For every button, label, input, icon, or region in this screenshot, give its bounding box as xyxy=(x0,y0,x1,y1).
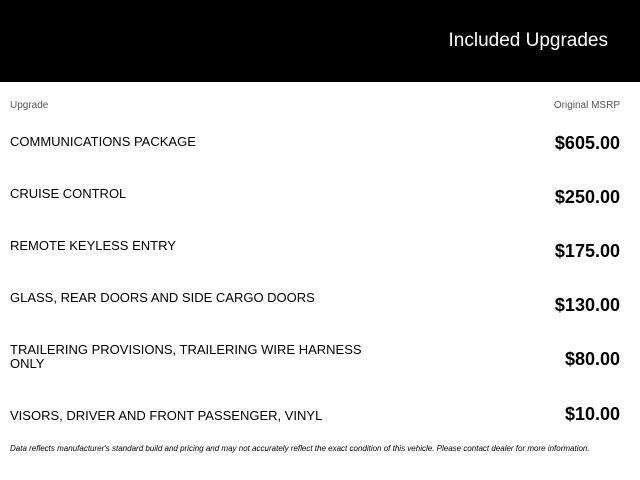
upgrade-price: $605.00 xyxy=(554,133,620,153)
upgrade-price: $10.00 xyxy=(564,404,620,424)
table-header xyxy=(0,100,640,114)
column-header-msrp: Original MSRP xyxy=(553,100,620,111)
upgrade-name: TRAILERING PROVISIONS, TRAILERING WIRE HARNESS ONLY xyxy=(10,342,362,371)
upgrade-name: COMMUNICATIONS PACKAGE xyxy=(10,134,196,149)
upgrade-name: REMOTE KEYLESS ENTRY xyxy=(10,238,176,253)
upgrade-price: $80.00 xyxy=(564,349,620,369)
table-row xyxy=(0,135,640,189)
disclaimer-footnote: Data reflects manufacturer's standard build and pricing and may not accurately reflect the exact condition of this vehicle. Please contact dealer for more information. xyxy=(10,444,590,453)
table-row xyxy=(0,291,640,345)
page-title: Included Upgrades xyxy=(448,30,608,51)
table-row xyxy=(0,404,640,463)
upgrade-price: $250.00 xyxy=(554,187,620,207)
table-row xyxy=(0,239,640,293)
upgrade-name: GLASS, REAR DOORS AND SIDE CARGO DOORS xyxy=(10,290,315,305)
header-bar xyxy=(0,0,640,82)
table-row xyxy=(0,343,640,397)
upgrade-name: VISORS, DRIVER AND FRONT PASSENGER, VINYL xyxy=(10,408,323,423)
upgrade-price: $130.00 xyxy=(554,295,620,315)
upgrade-price: $175.00 xyxy=(554,241,620,261)
column-header-upgrade: Upgrade xyxy=(10,100,49,111)
table-row xyxy=(0,187,640,241)
upgrade-name: CRUISE CONTROL xyxy=(10,186,127,201)
